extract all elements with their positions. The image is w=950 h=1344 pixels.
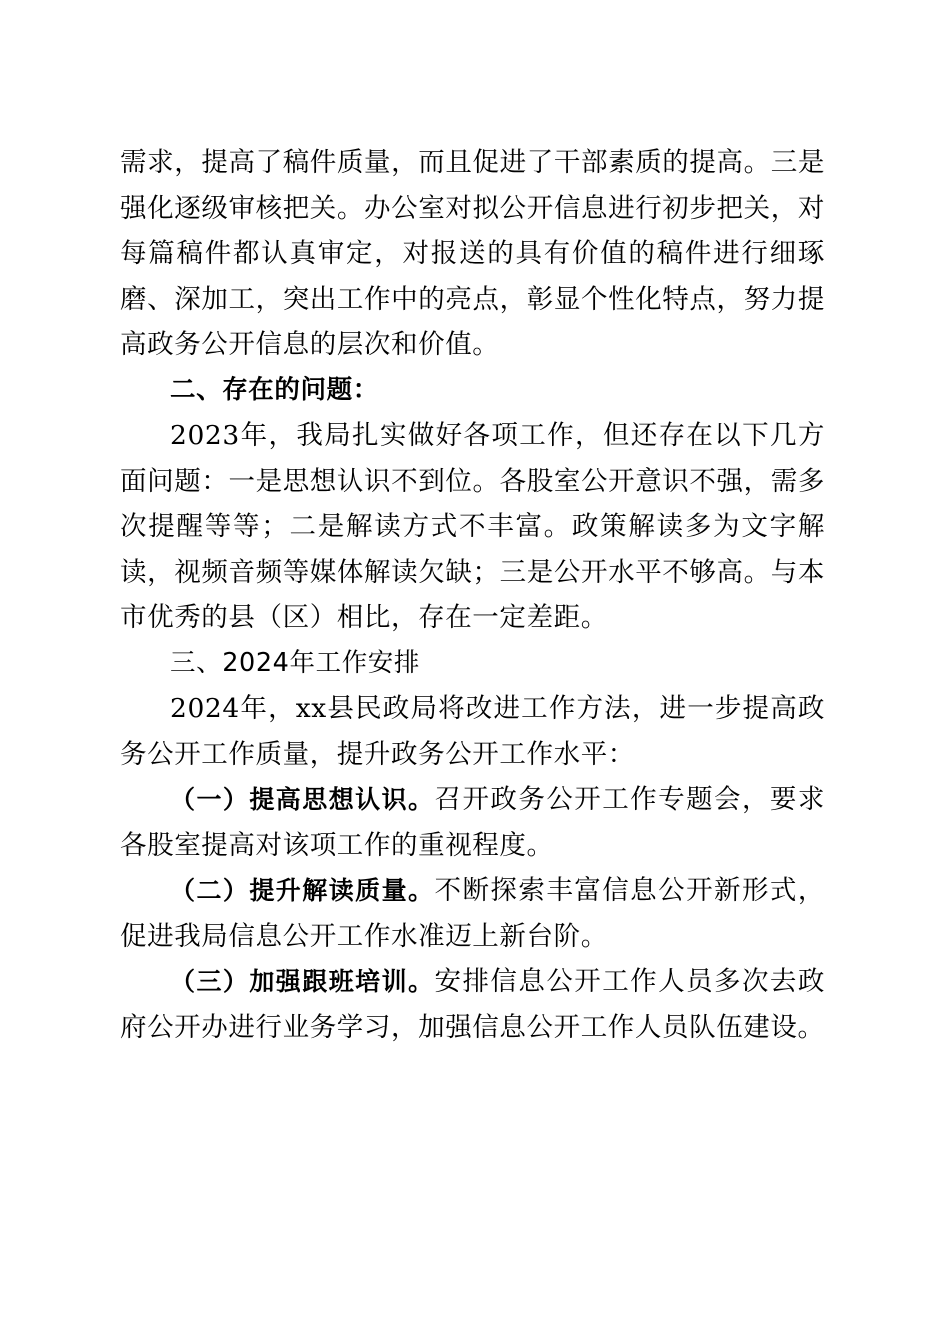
- paragraph-review-measures: 需求，提高了稿件质量，而且促进了干部素质的提高。三是强化逐级审核把关。办公室对拟公开信息进行初步把关，对每篇稿件都认真审定，对报送的具有价值的稿件进行细琢磨、深加工，突出工作中的亮点，彰显个性化特点，努力提高政务公开信息的层次和价值。: [120, 147, 825, 360]
- paragraph-problems: 2023年，我局扎实做好各项工作，但还存在以下几方面问题：一是思想认识不到位。各股室公开意识不强，需多次提醒等等；二是解读方式不丰富。政策解读多为文字解读，视频音频等媒体解读欠缺；三是公开水平不够高。与本市优秀的县（区）相比，存在一定差距。: [120, 420, 825, 633]
- plan-item: [120, 959, 825, 1050]
- plan-item-text: 不断探索丰富信息公开新形式，促进我局信息公开工作水准迈上新台阶。: [120, 875, 825, 952]
- plan-item-text: 召开政务公开工作专题会，要求各股室提高对该项工作的重视程度。: [120, 784, 825, 861]
- plan-item: [120, 777, 825, 868]
- plan-item-title: （二）提升解读质量。: [170, 876, 435, 905]
- plan-item-title: （三）加强跟班培训。: [170, 967, 435, 996]
- document-body: [120, 140, 825, 1050]
- section-heading-problems: 二、存在的问题：: [170, 374, 379, 405]
- plan-item: [120, 868, 825, 959]
- plan-item-text: 安排信息公开工作人员多次去政府公开办进行业务学习，加强信息公开工作人员队伍建设。: [120, 966, 825, 1043]
- paragraph-2024-intro: 2024年，xx县民政局将改进工作方法，进一步提高政务公开工作质量，提升政务公开工作水平：: [120, 693, 825, 770]
- plan-item-title: （一）提高思想认识。: [170, 785, 435, 814]
- section-heading-2024-plan: 三、2024年工作安排: [170, 647, 420, 678]
